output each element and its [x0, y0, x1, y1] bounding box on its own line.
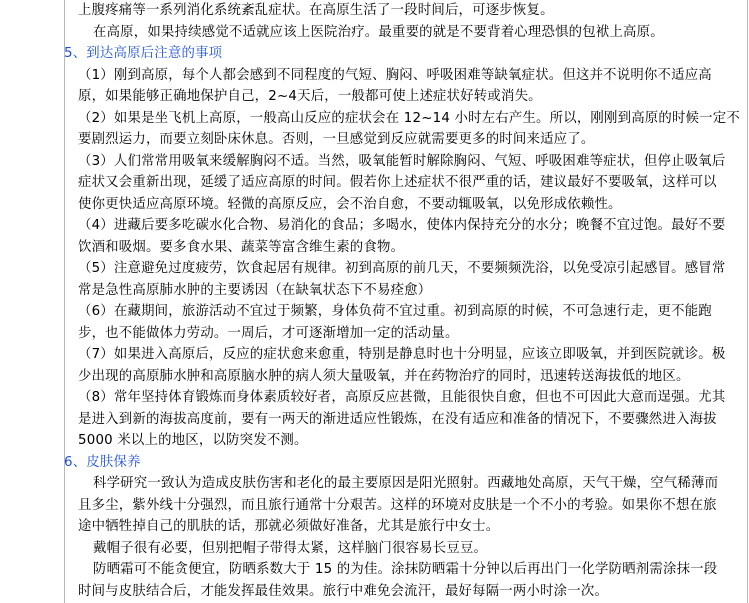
text-line: （5）注意避免过度疲劳，饮食起居有规律。初到高原的前几天，不要频频洗浴，以免受凉引起感冒。感冒常	[78, 261, 726, 276]
text-line: 5000 米以上的地区，以防突发不测。	[78, 433, 308, 448]
text-line: （7）如果进入高原后，反应的症状愈来愈重，特别是静息时也十分明显，应该立即吸氧，并到医院就诊。极	[78, 347, 726, 362]
text-line: 原，如果能够正确地保护自己，2~4天后，一般都可使上述症状好转或消失。	[78, 89, 542, 104]
text-line: （8）常年坚持体育锻炼而身体素质较好者，高原反应甚微，且能很快自愈，但也不可因此大意而逞强。尤其	[78, 390, 726, 405]
text-line: （2）如果是坐飞机上高原，一般高山反应的症状会在 12~14 小时左右产生。所以，刚刚到高原的时候一定不	[78, 110, 740, 126]
text-line: 防晒霜可不能贪便宜，防晒系数大于 15 的为佳。涂抹防晒霜十分钟以后再出门一化学防晒剂需涂抹一段	[93, 562, 718, 577]
text-line: 症状又会重新出现，延缓了适应高原的时间。假若你上述症状不很严重的话，建议最好不要吸氧，这样可以	[78, 175, 717, 190]
text-line: （1）刚到高原，每个人都会感到不同程度的气短、胸闷、呼吸困难等缺氧症状。但这并不说明你不适应高	[78, 67, 712, 83]
text-line: 是进入到新的海拔高度前，要有一两天的渐进适应性锻炼，在没有适应和准备的情况下，不要骤然进入海拔	[78, 411, 717, 427]
text-line: 使你更快适应高原环境。轻微的高原反应，会不治自愈，不要动辄吸氧，以免形成依赖性。	[78, 196, 622, 212]
text-line: 步，也不能做体力劳动。一周后，才可逐渐增加一定的活动量。	[78, 325, 459, 341]
section-heading: 5、到达高原后注意的事项	[64, 46, 223, 61]
text-line: 戴帽子很有必要，但别把帽子带得太紧，这样脑门很容易长豆豆。	[93, 540, 488, 556]
text-line: 科学研究一致认为造成皮肤伤害和老化的最主要原因是阳光照射。西藏地处高原，天气干燥，空气稀薄而	[93, 476, 719, 491]
text-line: 上腹疼痛等一系列消化系统紊乱症状。在高原生活了一段时间后，可逐步恢复。	[78, 3, 554, 18]
text-line: 常是急性高原肺水肿的主要诱因（在缺氧状态下不易痊愈）	[78, 282, 432, 298]
text-line: （4）进藏后要多吃碳水化合物、易消化的食品；多喝水，使体内保持充分的水分；晚餐不宜过饱。最好不要	[78, 218, 726, 233]
document-cell	[64, 0, 748, 603]
text-line: （3）人们常常用吸氧来缓解胸闷不适。当然，吸氧能暂时解除胸闷、气短、呼吸困难等症状，但停止吸氧后	[78, 153, 726, 169]
text-line: 时间与皮肤结合后，才能发挥最佳效果。旅行中难免会流汗，最好每隔一两小时涂一次。	[78, 583, 609, 599]
text-line: 且多尘，紫外线十分强烈，而且旅行通常十分艰苦。这样的环境对皮肤是一个不小的考验。如果你不想在旅	[78, 497, 717, 513]
text-line: （6）在藏期间，旅游活动不宜过于频繁，身体负荷不宜过重。初到高原的时候，不可急速行走，更不能跑	[78, 304, 712, 319]
text-line: 在高原，如果持续感觉不适就应该上医院治疗。最重要的就是不要背着心理恐惧的包袱上高原。	[93, 24, 664, 40]
text-line: 饮酒和吸烟。要多食水果、蔬菜等富含维生素的食物。	[78, 239, 405, 255]
text-line: 途中牺牲掉自己的肌肤的话，那就必须做好准备，尤其是旅行中女士。	[78, 519, 500, 534]
text-line: 要剧烈运力，而要立刻卧床休息。否则，一旦感觉到反应就需要更多的时间来适应了。	[78, 132, 595, 147]
text-line: 少出现的高原肺水肿和高原脑水肿的病人须大量吸氧，并在药物治疗的同时，迅速转送海拔低的地区。	[78, 368, 690, 384]
section-heading: 6、皮肤保养	[64, 454, 141, 470]
row-header-gutter	[0, 0, 65, 603]
